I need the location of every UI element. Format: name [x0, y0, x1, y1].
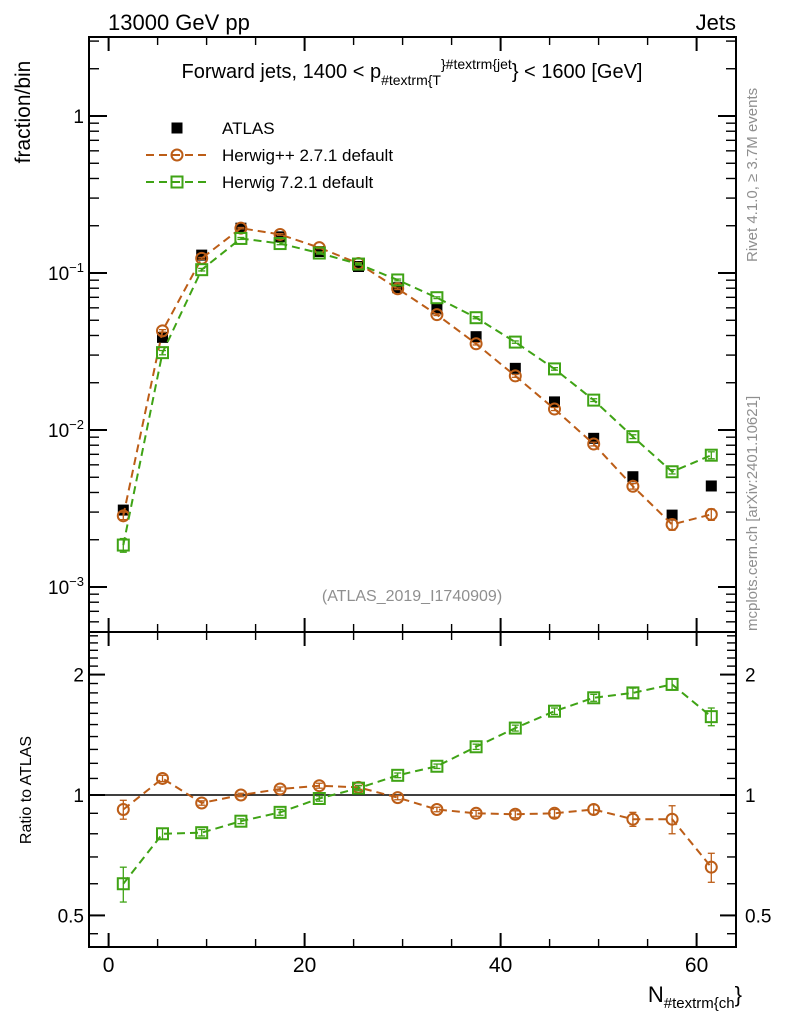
analysis-watermark: (ATLAS_2019_I1740909) — [321, 588, 503, 605]
main-ylabel: fraction/bin — [12, 60, 35, 164]
ratio-y-tick-label-left: 0.5 — [57, 906, 84, 928]
main-y-tick-label: $10^{-1}$ — [48, 260, 84, 285]
ratio-panel-frame — [89, 632, 736, 947]
x-tick-label: 20 — [292, 954, 317, 977]
main-panel-frame — [89, 37, 736, 632]
x-tick-label: 60 — [684, 954, 709, 977]
main-y-tick-label: $10^{-3}$ — [48, 574, 84, 599]
ratio-y-tick-label-left: 1 — [73, 786, 84, 807]
plot-layer — [48, 37, 771, 1012]
x-axis-title: $N_{\#textrm\{ch}$} — [647, 982, 742, 1012]
series-line — [123, 684, 711, 883]
series-line — [123, 778, 711, 867]
legend-label-herwigpp: Herwig++ 2.7.1 default — [222, 146, 394, 165]
ratio-ylabel: Ratio to ATLAS — [18, 735, 35, 845]
axis-tick-labels — [48, 56, 771, 1012]
x-tick-label: 40 — [488, 954, 513, 977]
main-series-herwig7 — [118, 233, 717, 552]
mcplots-arxiv-note: mcplots.cern.ch [arXiv:2401.10621] — [744, 395, 761, 631]
header-right: Jets — [695, 10, 736, 35]
legend — [146, 123, 208, 188]
data-point-marker — [706, 480, 717, 491]
rivet-version-note: Rivet 4.1.0, ≥ 3.7M events — [744, 87, 761, 262]
series-line — [123, 228, 711, 524]
ratio-y-tick-label-right: 1 — [745, 786, 756, 807]
main-y-tick-label: 1 — [73, 107, 84, 128]
main-panel-title: Forward jets, $1400 < p_{\#textrm\{T}^{\}\#textrm\{jet}\} < 1600$ [GeV] — [181, 56, 643, 88]
ratio-y-tick-label-right: 2 — [745, 665, 756, 687]
header-left: 13000 GeV pp — [108, 10, 250, 35]
series-line — [123, 238, 711, 545]
ratio-y-tick-label-right: 0.5 — [745, 906, 772, 928]
main-y-tick-label: $10^{-2}$ — [48, 417, 84, 442]
x-tick-label: 0 — [102, 954, 115, 977]
ratio-y-tick-label-left: 2 — [73, 665, 84, 687]
ratio-series-herwig7 — [118, 679, 717, 902]
legend-marker-atlas — [172, 123, 183, 134]
legend-label-atlas: ATLAS — [222, 119, 275, 138]
legend-label-herwig7: Herwig 7.2.1 default — [222, 173, 374, 192]
